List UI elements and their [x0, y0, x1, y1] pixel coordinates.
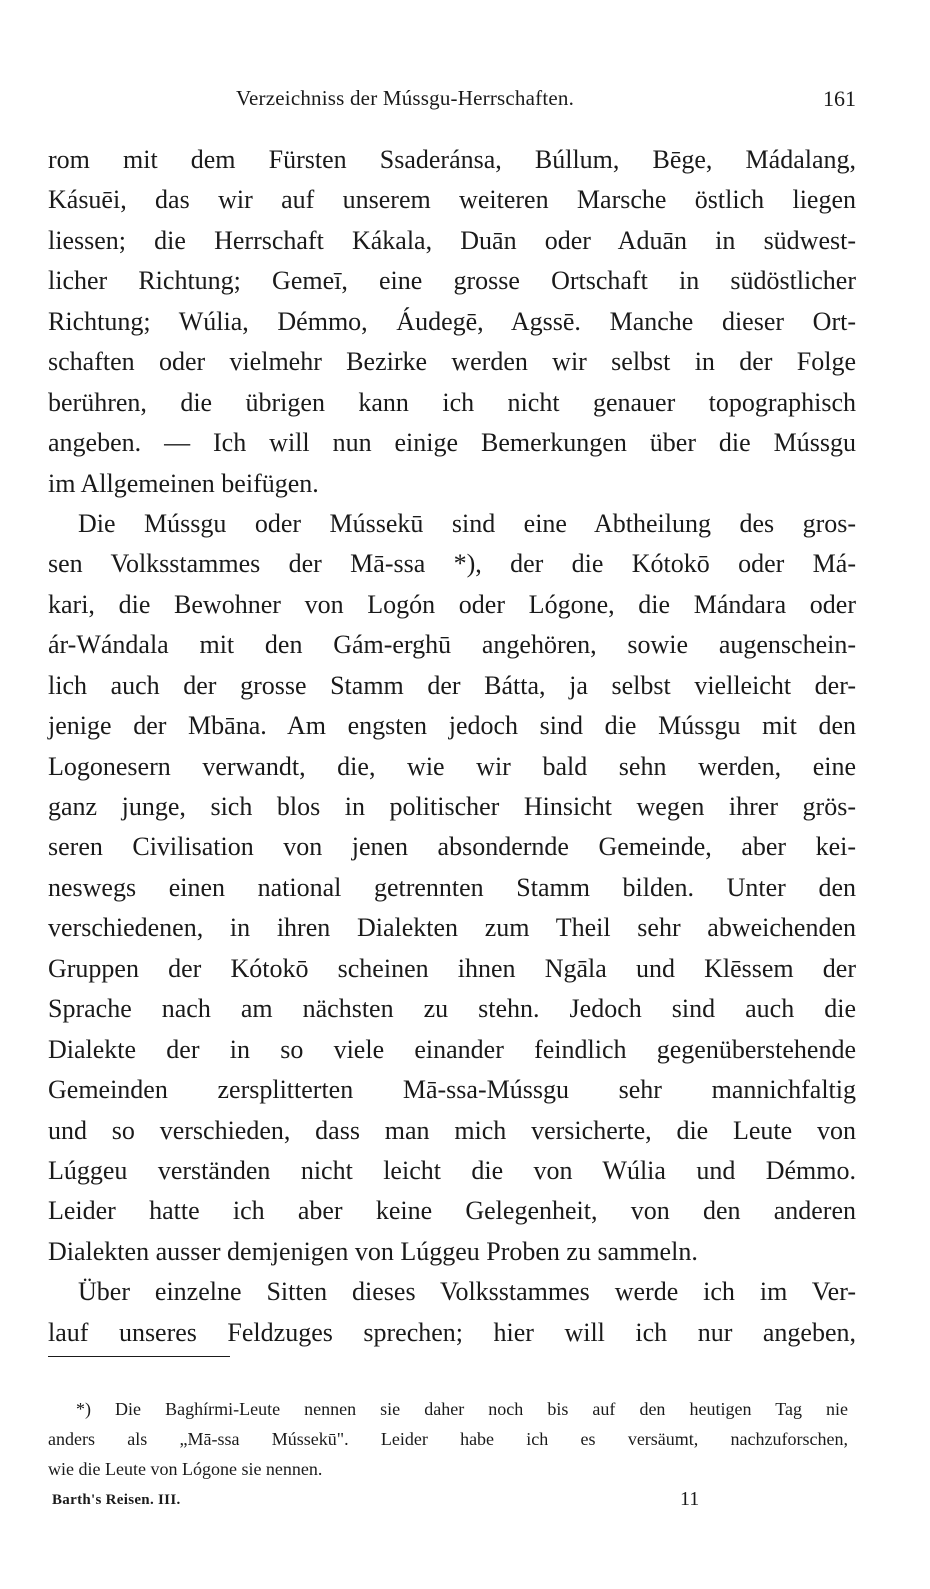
text-line: Dialekten ausser demjenigen von Lúggeu Proben zu sammeln. — [48, 1236, 698, 1266]
text-line: licher Richtung; Gemeī, eine grosse Ortschaft in südöstlicher — [48, 266, 856, 296]
text-line: Gemeinden zersplitterten Mā-ssa-Mússgu sehr mannichfaltig — [48, 1075, 856, 1105]
text-line: angeben. — Ich will nun einige Bemerkungen über die Mússgu — [48, 428, 856, 458]
footnote-line: *) Die Baghírmi-Leute nennen sie daher noch bis auf den heutigen Tag nie — [76, 1399, 848, 1419]
text-line: lauf unseres Feldzuges sprechen; hier will ich nur angeben, — [48, 1317, 856, 1347]
text-line: sen Volksstammes der Mā-ssa *), der die Kótokō oder Má- — [48, 549, 856, 579]
text-line: im Allgemeinen beifügen. — [48, 468, 319, 498]
text-line: neswegs einen national getrennten Stamm bilden. Unter den — [48, 872, 856, 902]
text-line: rom mit dem Fürsten Ssaderánsa, Búllum, Bēge, Mádalang, — [48, 145, 856, 174]
text-line: Richtung; Wúlia, Démmo, Áudegē, Agssē. Manche dieser Ort- — [48, 306, 856, 336]
text-line: seren Civilisation von jenen absondernde Gemeinde, aber kei- — [48, 832, 856, 862]
text-line: ganz junge, sich blos in politischer Hinsicht wegen ihrer grös- — [48, 792, 856, 821]
signature-line — [48, 1488, 856, 1518]
footnote-line: anders als „Mā-ssa Mússekū". Leider habe ich es versäumt, nachzuforschen, — [48, 1429, 848, 1449]
text-line: Leider hatte ich aber keine Gelegenheit, von den anderen — [48, 1196, 856, 1226]
text-line: Logonesern verwandt, die, wie wir bald sehn werden, eine — [48, 751, 856, 781]
text-line: lich auch der grosse Stamm der Bátta, ja selbst vielleicht der- — [48, 670, 856, 700]
footnote-line: wie die Leute von Lógone sie nennen. — [48, 1459, 323, 1479]
text-line: Dialekte der in so viele einander feindlich gegenüberstehende — [48, 1034, 856, 1064]
text-line: liessen; die Herrschaft Kákala, Duān oder Aduān in südwest- — [48, 225, 856, 255]
running-head — [48, 86, 856, 116]
sheet-number: 11 — [680, 1488, 700, 1510]
text-line: Sprache nach am nächsten zu stehn. Jedoch sind auch die — [48, 994, 856, 1024]
text-line: Über einzelne Sitten dieses Volksstammes werde ich im Ver- — [78, 1277, 856, 1307]
printer-signature: Barth's Reisen. III. — [52, 1492, 181, 1508]
text-line: schaften oder vielmehr Bezirke werden wir selbst in der Folge — [48, 347, 856, 377]
text-line: verschiedenen, in ihren Dialekten zum Theil sehr abweichenden — [48, 913, 856, 943]
text-line: Die Mússgu oder Mússekū sind eine Abtheilung des gros- — [78, 508, 856, 538]
page-number: 161 — [823, 86, 856, 111]
text-line: und so verschieden, dass man mich versicherte, die Leute von — [48, 1115, 856, 1145]
footnote-rule — [48, 1356, 230, 1357]
body-text — [48, 140, 856, 1353]
text-line: jenige der Mbāna. Am engsten jedoch sind die Mússgu mit den — [48, 711, 856, 741]
text-line: Kásuēi, das wir auf unserem weiteren Marsche östlich liegen — [48, 185, 856, 215]
text-line: Lúggeu verständen nicht leicht die von Wúlia und Démmo. — [48, 1155, 856, 1185]
text-line: ár-Wándala mit den Gám-erghū angehören, sowie augenschein- — [48, 630, 856, 660]
running-title: Verzeichniss der Mússgu-Herrschaften. — [236, 86, 575, 110]
text-line: kari, die Bewohner von Logón oder Lógone, die Mándara oder — [48, 589, 856, 619]
footnotes — [48, 1394, 848, 1484]
text-line: berühren, die übrigen kann ich nicht genauer topographisch — [48, 387, 856, 417]
text-line: Gruppen der Kótokō scheinen ihnen Ngāla und Klēssem der — [48, 953, 856, 983]
